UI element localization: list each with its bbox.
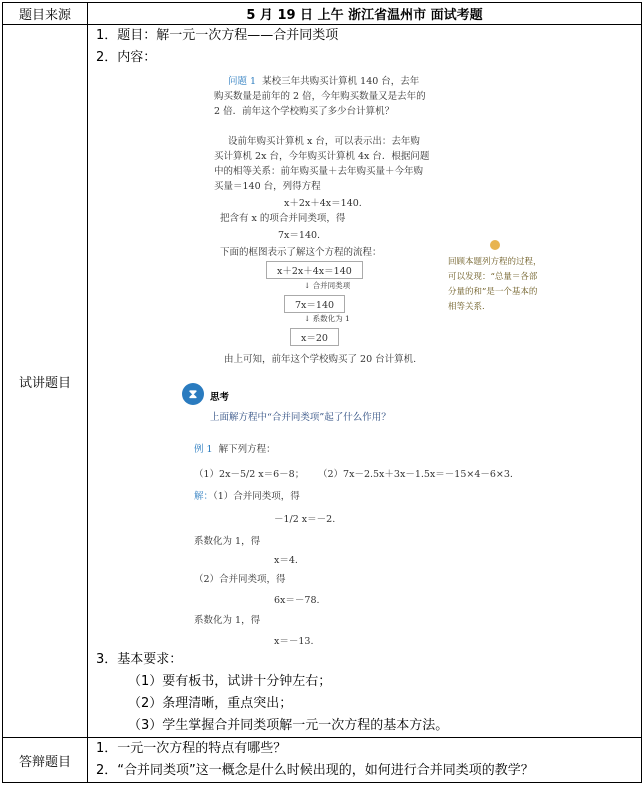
s-line: （1）合并同类项，得 xyxy=(213,491,300,502)
defense-label: 答辩题目 xyxy=(3,738,88,783)
exam-table xyxy=(2,2,642,783)
textbook-excerpt xyxy=(88,69,641,649)
s-line: －1/2 x＝－2. xyxy=(274,514,336,525)
think-title: 思考 xyxy=(210,392,230,403)
p-line: 把含有 x 的项合并同类项，得 xyxy=(220,213,346,224)
requirements-label: 3．基本要求： xyxy=(96,652,183,667)
s-line: x＝－13. xyxy=(274,636,314,647)
flow-box: x＋2x＋4x＝140 xyxy=(266,261,363,279)
q-line: 2 倍．前年这个学校购买了多少台计算机？ xyxy=(214,106,395,117)
header-source: 题目来源 xyxy=(3,3,88,25)
defense-question: 1．一元一次方程的特点有哪些？ xyxy=(96,741,287,756)
p-line: 设前年购买计算机 x 台，可以表示出：去年购 xyxy=(228,136,420,147)
flow-arrow: ↓ 合并同类项 xyxy=(304,281,351,290)
think-question: 上面解方程中“合并同类项”起了什么作用？ xyxy=(210,412,391,423)
s-line: 6x＝－78. xyxy=(274,595,320,606)
s-line: （2）合并同类项，得 xyxy=(194,574,286,585)
header-row xyxy=(3,3,642,25)
requirement: （1）要有板书，试讲十分钟左右； xyxy=(128,674,332,689)
question-label: 问题 1 xyxy=(228,76,257,87)
q-line: 某校三年共购买计算机 140 台，去年 xyxy=(262,76,420,87)
lecture-label: 试讲题目 xyxy=(3,25,88,738)
equation: x＋2x＋4x＝140. xyxy=(284,198,362,209)
s-line: x＝4. xyxy=(274,555,298,566)
defense-question: 2．“合并同类项”这一概念是什么时候出现的，如何进行合并同类项的教学？ xyxy=(96,763,534,778)
p-line: 买计算机 2x 台，今年购买计算机 4x 台．根据问题 xyxy=(214,151,430,162)
requirement: （3）学生掌握合并同类项解一元一次方程的基本方法。 xyxy=(128,718,449,733)
flow-box: x＝20 xyxy=(290,328,339,346)
requirement: （2）条理清晰，重点突出； xyxy=(128,696,293,711)
example-label: 例 1 xyxy=(194,444,213,455)
p-line: 买量＝140 台，列得方程 xyxy=(214,181,321,192)
p-line: 中的相等关系：前年购买量＋去年购买量＋今年购 xyxy=(214,166,424,177)
lecture-content xyxy=(88,25,642,738)
lecture-row xyxy=(3,25,642,738)
content-label: 2．内容： xyxy=(96,50,157,65)
flow-arrow: ↓ 系数化为 1 xyxy=(304,314,350,323)
s-line: 系数化为 1，得 xyxy=(194,536,261,547)
think-icon: ⧗ xyxy=(182,383,204,405)
topic: 1．题目：解一元一次方程——合并同类项 xyxy=(96,28,339,43)
example-1: （1）2x－5/2 x＝6－8； xyxy=(194,469,305,480)
side-note: 回顾本题列方程的过程，可以发现：“总量＝各部分量的和”是一个基本的相等关系. xyxy=(448,257,542,312)
example-2: （2）7x－2.5x＋3x－1.5x＝－15×4－6×3. xyxy=(318,469,513,480)
flow-box: 7x＝140 xyxy=(284,295,345,313)
s-line: 系数化为 1，得 xyxy=(194,615,261,626)
example-title: 解下列方程： xyxy=(218,444,276,455)
defense-row xyxy=(3,738,642,783)
header-info: 5 月 19 日 上午 浙江省温州市 面试考题 xyxy=(88,3,642,25)
p-line: 由上可知，前年这个学校购买了 20 台计算机. xyxy=(224,354,417,365)
solution-label: 解： xyxy=(194,491,214,502)
p-line: 下面的框图表示了解这个方程的流程： xyxy=(220,247,382,258)
equation: 7x＝140. xyxy=(278,230,321,241)
q-line: 购买数量是前年的 2 倍，今年购买数量又是去年的 xyxy=(214,91,426,102)
sun-icon xyxy=(490,240,500,250)
